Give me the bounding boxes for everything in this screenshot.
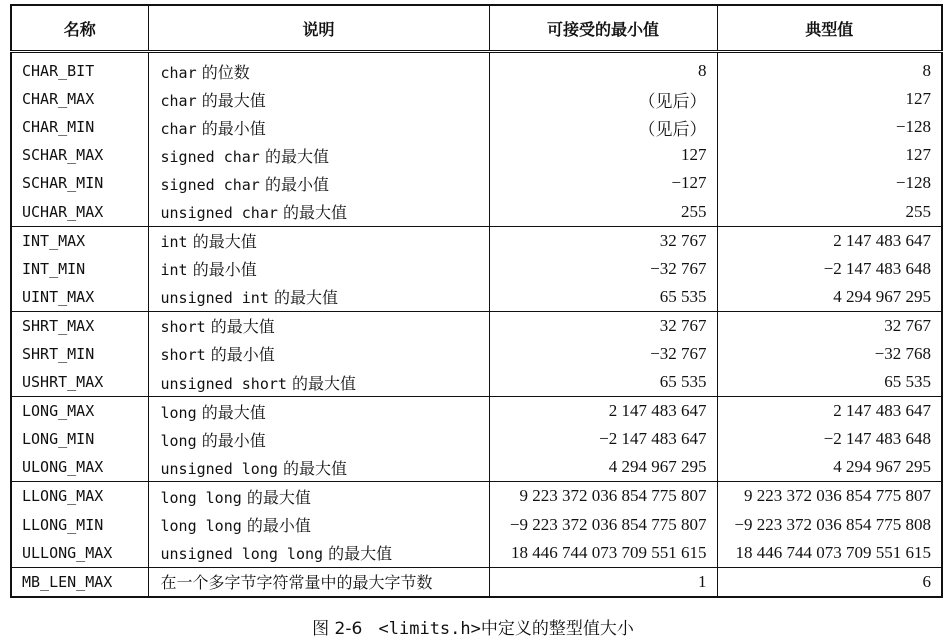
description-text: 的最大值 [201, 90, 266, 110]
cell-name: INT_MIN [11, 255, 148, 283]
cell-typical: 127 [717, 85, 942, 113]
cell-name: CHAR_MAX [11, 85, 148, 113]
cell-typical: 32 767 [717, 311, 942, 340]
table-row [11, 311, 942, 340]
description-text: 的最大值 [210, 317, 275, 337]
table-row [11, 368, 942, 397]
cell-description [148, 425, 489, 453]
description-text: 的位数 [201, 62, 250, 82]
cell-min-acceptable: （见后） [489, 113, 717, 141]
limits-table [10, 4, 943, 598]
cell-typical: 127 [717, 141, 942, 169]
description-type: unsigned long [160, 459, 278, 478]
cell-description [148, 539, 489, 568]
description-text: 的最大值 [201, 402, 266, 422]
description-type: unsigned char [160, 204, 278, 223]
table-row [11, 141, 942, 169]
description-type: int [160, 233, 188, 252]
table-row [11, 85, 942, 113]
cell-name: SCHAR_MIN [11, 169, 148, 197]
description-type: unsigned int [160, 289, 269, 308]
cell-min-acceptable: 4 294 967 295 [489, 453, 717, 482]
description-type: long [160, 431, 197, 450]
cell-name: CHAR_MIN [11, 113, 148, 141]
table-row [11, 255, 942, 283]
description-type: char [160, 63, 197, 82]
cell-description [148, 85, 489, 113]
cell-min-acceptable: 255 [489, 197, 717, 226]
cell-description [148, 397, 489, 426]
description-text: 的最大值 [328, 544, 393, 564]
cell-description [148, 226, 489, 255]
cell-description [148, 311, 489, 340]
cell-min-acceptable: −2 147 483 647 [489, 425, 717, 453]
description-text: 的最小值 [201, 118, 266, 138]
table-row [11, 567, 942, 597]
cell-name: LONG_MIN [11, 425, 148, 453]
description-text: 的最小值 [264, 174, 329, 194]
figure-caption [0, 614, 946, 639]
table-row [11, 397, 942, 426]
cell-typical: −9 223 372 036 854 775 808 [717, 511, 942, 539]
cell-description [148, 113, 489, 141]
caption-text: 中定义的整型值大小 [480, 619, 634, 639]
cell-min-acceptable: 2 147 483 647 [489, 397, 717, 426]
cell-min-acceptable: 32 767 [489, 226, 717, 255]
cell-typical: −32 768 [717, 340, 942, 368]
cell-name: INT_MAX [11, 226, 148, 255]
table-row [11, 482, 942, 511]
description-text: 的最小值 [210, 345, 275, 365]
description-type: signed char [160, 175, 260, 194]
cell-min-acceptable: 9 223 372 036 854 775 807 [489, 482, 717, 511]
cell-typical: 4 294 967 295 [717, 283, 942, 312]
description-text: 的最大值 [246, 487, 311, 507]
cell-name: USHRT_MAX [11, 368, 148, 397]
cell-typical: 65 535 [717, 368, 942, 397]
table-row [11, 113, 942, 141]
cell-description [148, 340, 489, 368]
caption-figure-number: 图 2-6 [312, 619, 363, 639]
cell-name: CHAR_BIT [11, 52, 148, 86]
header-name: 名称 [11, 5, 148, 52]
cell-typical: −128 [717, 169, 942, 197]
description-text: 的最大值 [292, 373, 357, 393]
description-type: long [160, 403, 197, 422]
cell-description [148, 453, 489, 482]
description-text: 的最小值 [192, 260, 257, 280]
cell-min-acceptable: −127 [489, 169, 717, 197]
cell-typical: −2 147 483 648 [717, 255, 942, 283]
description-type: long long [160, 488, 242, 507]
table-row [11, 511, 942, 539]
table-row [11, 197, 942, 226]
table-header-row [11, 5, 942, 52]
cell-description [148, 511, 489, 539]
description-type: unsigned short [160, 374, 287, 393]
cell-description [148, 197, 489, 226]
description-type: short [160, 346, 206, 365]
cell-typical: 255 [717, 197, 942, 226]
table-row [11, 539, 942, 568]
description-text: 的最大值 [192, 232, 257, 252]
description-text: 的最大值 [283, 203, 348, 223]
cell-min-acceptable: （见后） [489, 85, 717, 113]
description-type: unsigned long long [160, 545, 324, 564]
description-text: 的最大值 [273, 288, 338, 308]
description-type: char [160, 119, 197, 138]
cell-description [148, 52, 489, 86]
caption-header-file: <limits.h> [378, 619, 481, 639]
cell-min-acceptable: 8 [489, 52, 717, 86]
cell-min-acceptable: −32 767 [489, 255, 717, 283]
cell-description [148, 482, 489, 511]
cell-typical: −2 147 483 648 [717, 425, 942, 453]
cell-name: MB_LEN_MAX [11, 567, 148, 597]
cell-name: UINT_MAX [11, 283, 148, 312]
header-description: 说明 [148, 5, 489, 52]
cell-typical: 2 147 483 647 [717, 226, 942, 255]
cell-name: ULLONG_MAX [11, 539, 148, 568]
description-text: 的最小值 [246, 516, 311, 536]
cell-name: LLONG_MAX [11, 482, 148, 511]
table-row [11, 283, 942, 312]
cell-min-acceptable: 32 767 [489, 311, 717, 340]
cell-typical: 2 147 483 647 [717, 397, 942, 426]
table-row [11, 52, 942, 86]
cell-min-acceptable: 18 446 744 073 709 551 615 [489, 539, 717, 568]
description-text: 在一个多字节字符常量中的最大字节数 [160, 573, 433, 593]
description-type: char [160, 91, 197, 110]
table-row [11, 169, 942, 197]
description-type: signed char [160, 147, 260, 166]
cell-name: LONG_MAX [11, 397, 148, 426]
header-min-acceptable: 可接受的最小值 [489, 5, 717, 52]
cell-description [148, 368, 489, 397]
description-text: 的最大值 [264, 146, 329, 166]
table-row [11, 226, 942, 255]
description-type: long long [160, 517, 242, 536]
cell-description [148, 283, 489, 312]
cell-typical: −128 [717, 113, 942, 141]
cell-description [148, 255, 489, 283]
cell-min-acceptable: 65 535 [489, 283, 717, 312]
cell-name: SHRT_MIN [11, 340, 148, 368]
cell-min-acceptable: −32 767 [489, 340, 717, 368]
cell-description [148, 169, 489, 197]
description-type: int [160, 261, 188, 280]
cell-typical: 6 [717, 567, 942, 597]
cell-description [148, 567, 489, 597]
cell-name: SCHAR_MAX [11, 141, 148, 169]
cell-typical: 18 446 744 073 709 551 615 [717, 539, 942, 568]
table-row [11, 425, 942, 453]
cell-name: UCHAR_MAX [11, 197, 148, 226]
table-row [11, 340, 942, 368]
cell-description [148, 141, 489, 169]
cell-typical: 4 294 967 295 [717, 453, 942, 482]
header-typical: 典型值 [717, 5, 942, 52]
cell-min-acceptable: 65 535 [489, 368, 717, 397]
cell-typical: 8 [717, 52, 942, 86]
cell-name: SHRT_MAX [11, 311, 148, 340]
description-type: short [160, 318, 206, 337]
cell-name: LLONG_MIN [11, 511, 148, 539]
cell-typical: 9 223 372 036 854 775 807 [717, 482, 942, 511]
description-text: 的最小值 [201, 430, 266, 450]
cell-min-acceptable: 1 [489, 567, 717, 597]
description-text: 的最大值 [283, 458, 348, 478]
table-row [11, 453, 942, 482]
cell-min-acceptable: 127 [489, 141, 717, 169]
cell-name: ULONG_MAX [11, 453, 148, 482]
cell-min-acceptable: −9 223 372 036 854 775 807 [489, 511, 717, 539]
